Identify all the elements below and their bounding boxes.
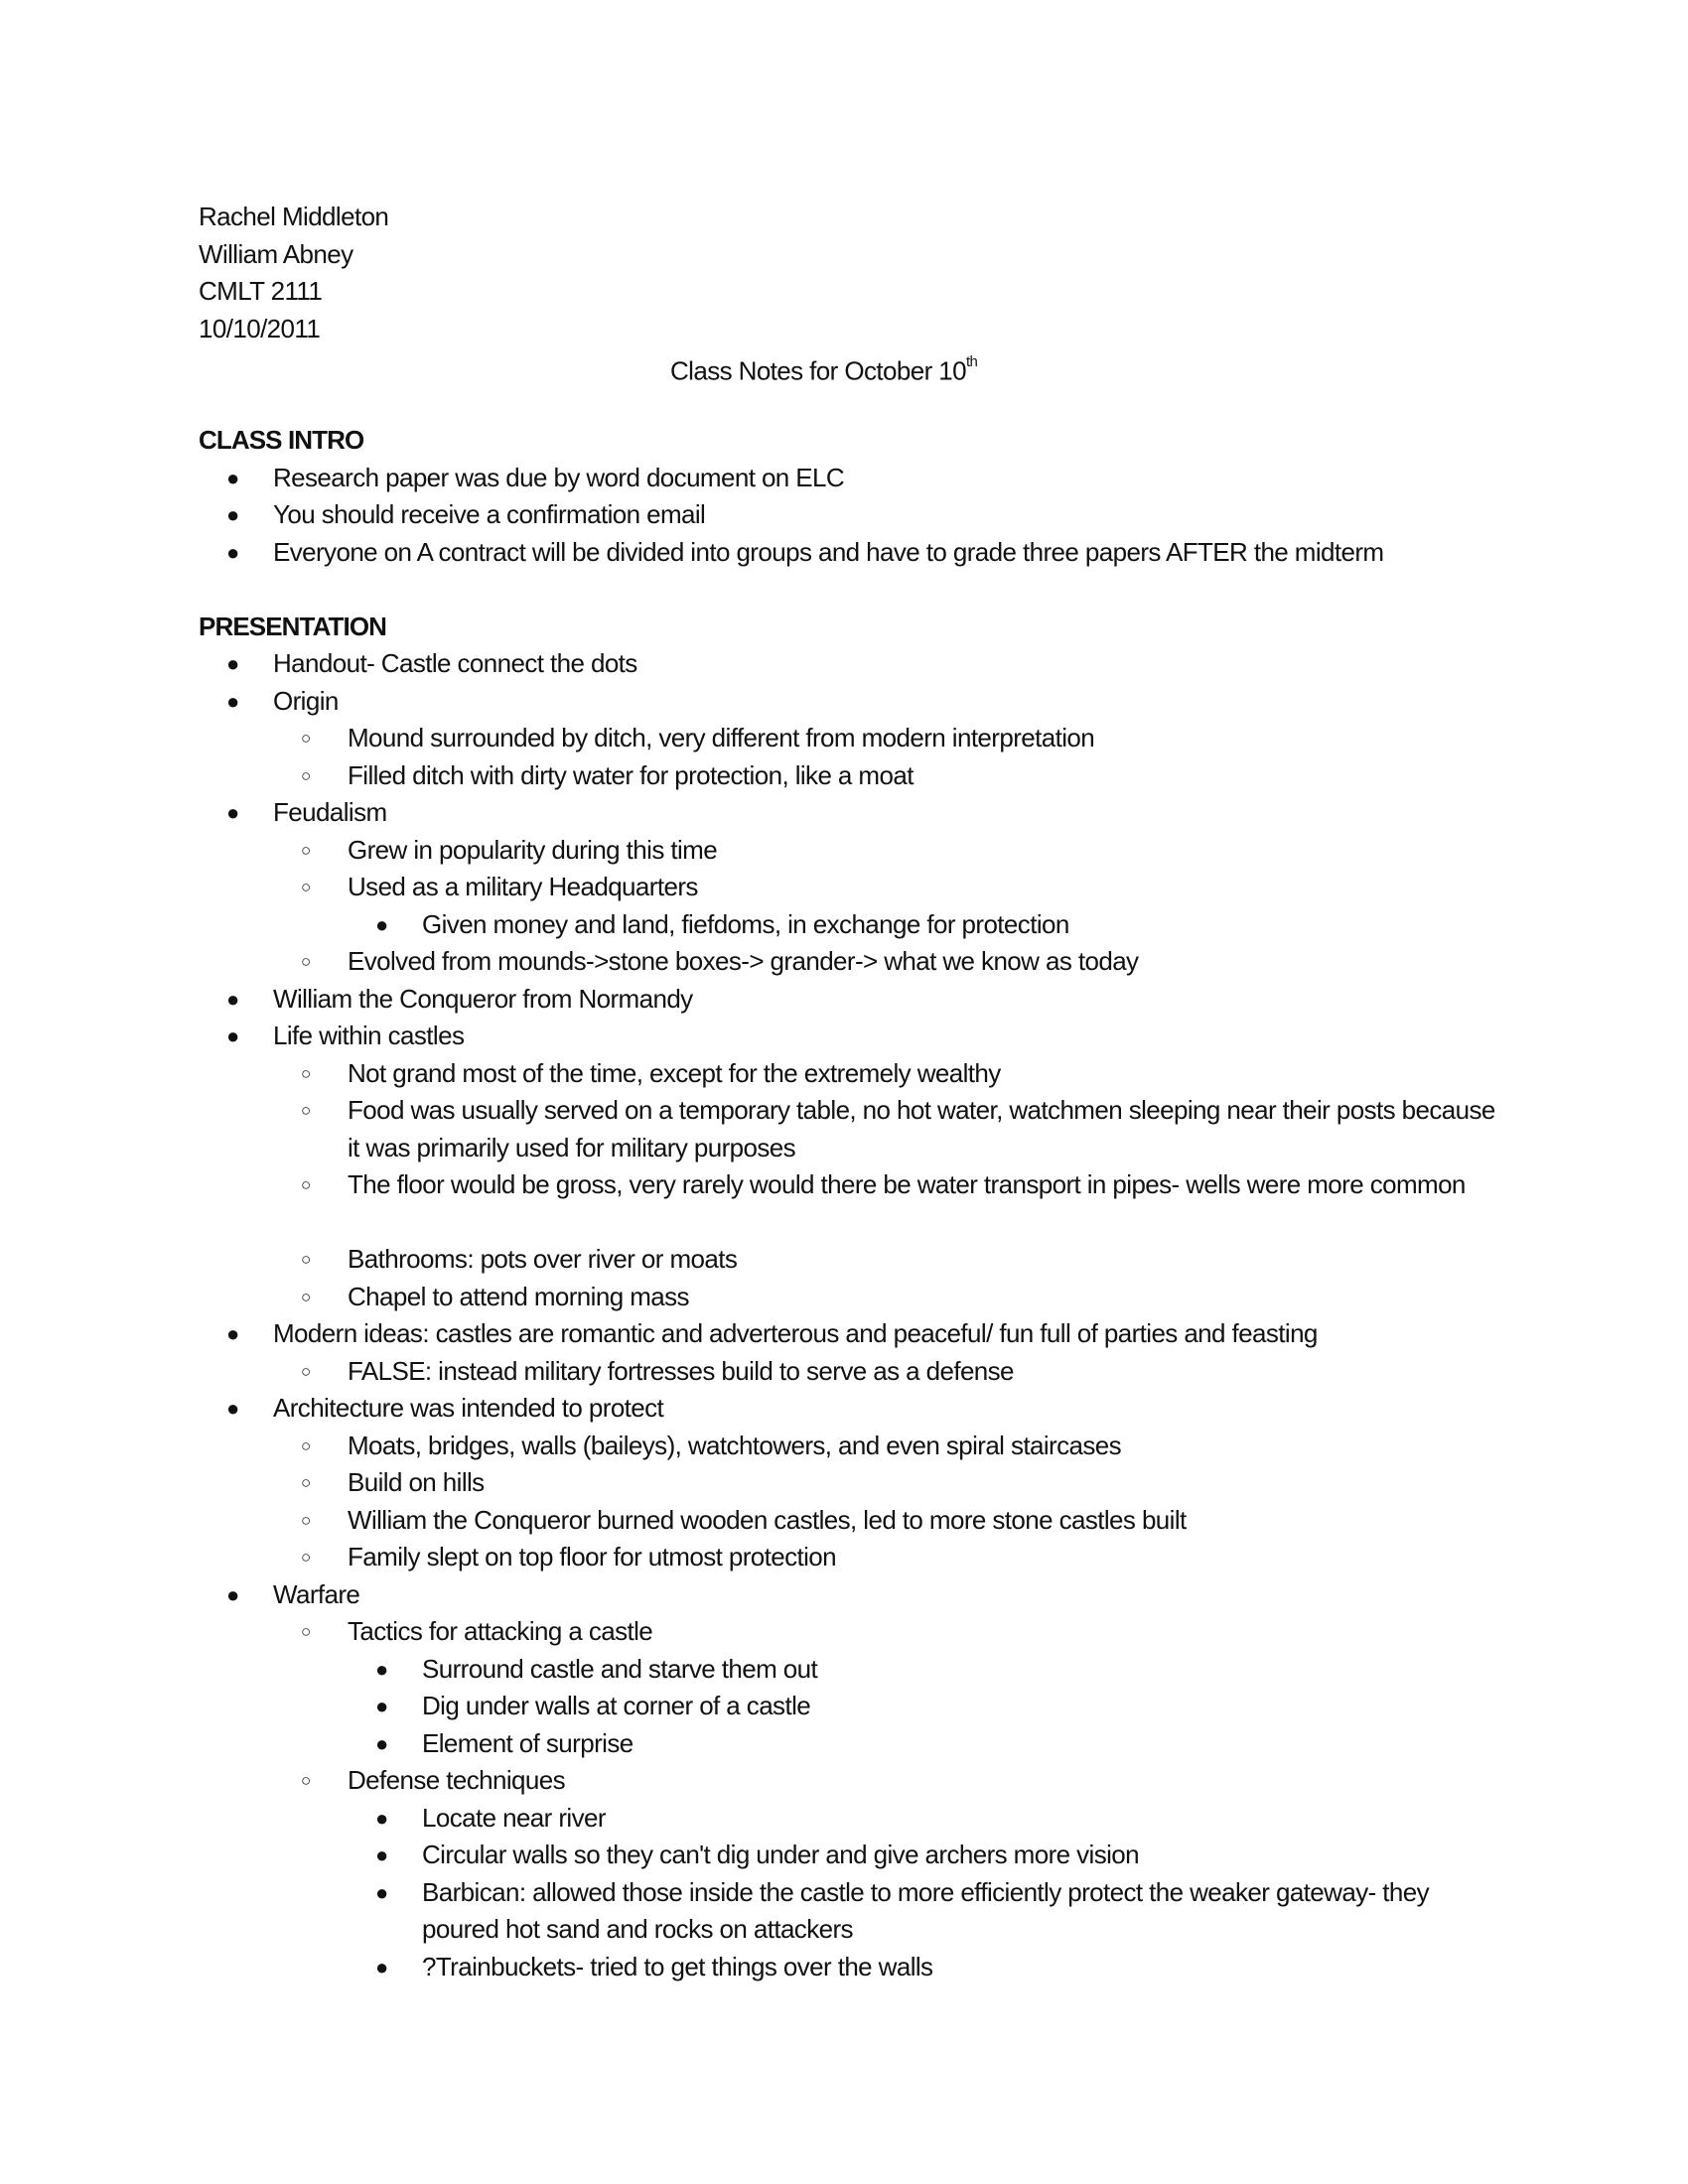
sub-sub-list-item bbox=[199, 1688, 1489, 1725]
circle-bullet-icon: ○ bbox=[301, 1063, 311, 1083]
sub-list-item-text: Build on hills bbox=[348, 1467, 485, 1497]
page-title-superscript: th bbox=[965, 353, 978, 370]
list-item-text: Life within castles bbox=[273, 1021, 465, 1050]
list-item-text: Warfare bbox=[273, 1578, 360, 1609]
author-name: Rachel Middleton bbox=[199, 202, 389, 231]
course-code: CMLT 2111 bbox=[199, 276, 323, 306]
sub-list-item bbox=[199, 832, 1489, 870]
sub-list-item-text: Mound surrounded by ditch, very different from modern interpretation bbox=[348, 723, 1095, 752]
bullet-icon: ● bbox=[375, 1730, 388, 1756]
list-item bbox=[199, 1018, 1489, 1055]
sub-sub-list-item bbox=[199, 906, 1489, 944]
blank-line bbox=[199, 385, 1489, 423]
list-item bbox=[199, 794, 1489, 832]
list-item-text: Handout- Castle connect the dots bbox=[273, 648, 637, 678]
list-item-text: Architecture was intended to protect bbox=[273, 1393, 664, 1423]
bullet-icon: ● bbox=[226, 688, 239, 714]
circle-bullet-icon: ○ bbox=[301, 1548, 311, 1567]
circle-bullet-icon: ○ bbox=[301, 1771, 311, 1790]
bullet-icon: ● bbox=[375, 1879, 388, 1905]
sub-list-item bbox=[199, 1279, 1489, 1316]
circle-bullet-icon: ○ bbox=[301, 1175, 311, 1194]
sub-list-item bbox=[199, 943, 1489, 981]
bullet-icon: ● bbox=[226, 465, 239, 490]
circle-bullet-icon: ○ bbox=[301, 1622, 311, 1641]
sub-sub-list-item bbox=[199, 1874, 1489, 1949]
list-item bbox=[199, 683, 1489, 721]
sub-sub-list-item-text: Surround castle and starve them out bbox=[422, 1653, 818, 1684]
circle-bullet-icon: ○ bbox=[301, 765, 311, 785]
sub-sub-list-item bbox=[199, 1800, 1489, 1838]
section-heading-class-intro: CLASS INTRO bbox=[199, 425, 364, 455]
sub-list-item-text: Defense techniques bbox=[348, 1765, 566, 1795]
bullet-icon: ● bbox=[375, 1656, 388, 1682]
sub-sub-list-item-text: Barbican: allowed those inside the castle to more efficiently protect the weaker gateway- they poured hot sand and rocks on attackers bbox=[422, 1876, 1430, 1944]
circle-bullet-icon: ○ bbox=[301, 1287, 311, 1306]
circle-bullet-icon: ○ bbox=[301, 1510, 311, 1530]
sub-list-item bbox=[199, 1762, 1489, 1800]
bullet-icon: ● bbox=[375, 1954, 388, 1979]
section-heading-presentation: PRESENTATION bbox=[199, 611, 387, 641]
list-item-text: You should receive a confirmation email bbox=[273, 499, 706, 529]
bullet-icon: ● bbox=[375, 1843, 388, 1867]
sub-list-item-text: Family slept on top floor for utmost protection bbox=[348, 1542, 837, 1571]
sub-list-item-text: FALSE: instead military fortresses build to serve as a defense bbox=[348, 1355, 1014, 1386]
circle-bullet-icon: ○ bbox=[301, 1361, 311, 1381]
instructor-name: William Abney bbox=[199, 238, 353, 269]
sub-list-item bbox=[199, 1428, 1489, 1465]
sub-sub-list-item bbox=[199, 1949, 1489, 1986]
bullet-icon: ● bbox=[226, 1024, 239, 1048]
sub-sub-list-item-text: Given money and land, fiefdoms, in exchange for protection bbox=[422, 908, 1069, 939]
sub-list-item bbox=[199, 1166, 1489, 1241]
sub-list-item bbox=[199, 1539, 1489, 1576]
circle-bullet-icon: ○ bbox=[301, 878, 311, 896]
sub-list-item-text: William the Conqueror burned wooden castles, led to more stone castles built bbox=[348, 1504, 1187, 1535]
bullet-icon: ● bbox=[226, 502, 239, 527]
document-body bbox=[199, 199, 1495, 1985]
sub-list-item-text: Not grand most of the time, except for the extremely wealthy bbox=[348, 1057, 1001, 1088]
sub-list-item-text: Chapel to attend morning mass bbox=[348, 1281, 689, 1311]
bullet-icon: ● bbox=[226, 539, 239, 565]
sub-sub-list-item-text: Dig under walls at corner of a castle bbox=[422, 1691, 811, 1720]
page-title bbox=[199, 347, 1489, 385]
list-item bbox=[199, 1315, 1489, 1353]
circle-bullet-icon: ○ bbox=[301, 952, 311, 971]
list-item bbox=[199, 534, 1489, 609]
sub-list-item-text: Food was usually served on a temporary table, no hot water, watchmen sleeping near their posts because it was primarily used for military purposes bbox=[348, 1095, 1495, 1162]
sub-list-item bbox=[199, 1353, 1489, 1391]
sub-list-item bbox=[199, 1241, 1489, 1279]
list-item-text: Feudalism bbox=[273, 797, 387, 827]
sub-sub-list-item-text: Locate near river bbox=[422, 1802, 606, 1833]
sub-list-item bbox=[199, 720, 1489, 757]
sub-list-item bbox=[199, 1055, 1489, 1093]
bullet-icon: ● bbox=[375, 1694, 388, 1718]
sub-sub-list-item-text: ?Trainbuckets- tried to get things over the walls bbox=[422, 1951, 933, 1981]
bullet-icon: ● bbox=[226, 1321, 239, 1346]
sub-list-item-text: Used as a military Headquarters bbox=[348, 872, 698, 901]
sub-list-item bbox=[199, 1613, 1489, 1651]
list-item bbox=[199, 1390, 1489, 1428]
sub-sub-list-item bbox=[199, 1651, 1489, 1689]
list-item bbox=[199, 1576, 1489, 1614]
circle-bullet-icon: ○ bbox=[301, 1473, 311, 1492]
bullet-icon: ● bbox=[226, 651, 239, 676]
bullet-icon: ● bbox=[375, 1805, 388, 1831]
sub-sub-list-item-text: Element of surprise bbox=[422, 1727, 633, 1758]
sub-list-item-text: Tactics for attacking a castle bbox=[348, 1616, 653, 1646]
sub-sub-list-item bbox=[199, 1725, 1489, 1763]
circle-bullet-icon: ○ bbox=[301, 729, 311, 748]
circle-bullet-icon: ○ bbox=[301, 1435, 311, 1455]
sub-sub-list-item bbox=[199, 1837, 1489, 1874]
sub-list-item-text: The floor would be gross, very rarely would there be water transport in pipes- wells were more common bbox=[348, 1169, 1466, 1199]
sub-list-item bbox=[199, 1502, 1489, 1540]
sub-list-item bbox=[199, 1464, 1489, 1502]
page-title-text: Class Notes for October 10 bbox=[670, 355, 966, 386]
list-item bbox=[199, 496, 1489, 534]
list-item-text: Everyone on A contract will be divided into groups and have to grade three papers AFTER the midterm bbox=[273, 536, 1384, 567]
list-item bbox=[199, 981, 1489, 1019]
bullet-icon: ● bbox=[226, 800, 239, 825]
bullet-icon: ● bbox=[226, 1581, 239, 1607]
list-item-text: Research paper was due by word document on ELC bbox=[273, 462, 845, 492]
circle-bullet-icon: ○ bbox=[301, 1101, 311, 1120]
sub-sub-list-item-text: Circular walls so they can't dig under and give archers more vision bbox=[422, 1840, 1140, 1869]
sub-list-item-text: Filled ditch with dirty water for protection, like a moat bbox=[348, 759, 914, 790]
bullet-icon: ● bbox=[226, 986, 239, 1012]
circle-bullet-icon: ○ bbox=[301, 840, 311, 860]
sub-list-item bbox=[199, 757, 1489, 795]
sub-list-item bbox=[199, 869, 1489, 906]
list-item-text: Origin bbox=[273, 685, 339, 716]
bullet-icon: ● bbox=[375, 911, 388, 937]
list-item-text: Modern ideas: castles are romantic and adverterous and peaceful/ fun full of parties and feasting bbox=[273, 1318, 1318, 1348]
list-item-text: William the Conqueror from Normandy bbox=[273, 983, 693, 1014]
sub-list-item-text: Grew in popularity during this time bbox=[348, 834, 718, 865]
list-item bbox=[199, 645, 1489, 683]
list-item bbox=[199, 460, 1489, 497]
circle-bullet-icon: ○ bbox=[301, 1250, 311, 1269]
sub-list-item-text: Moats, bridges, walls (baileys), watchtowers, and even spiral staircases bbox=[348, 1430, 1122, 1460]
sub-list-item-text: Evolved from mounds->stone boxes-> grander-> what we know as today bbox=[348, 946, 1139, 976]
document-date: 10/10/2011 bbox=[199, 313, 321, 343]
sub-list-item-text: Bathrooms: pots over river or moats bbox=[348, 1244, 738, 1274]
sub-list-item bbox=[199, 1092, 1495, 1166]
bullet-icon: ● bbox=[226, 1396, 239, 1421]
